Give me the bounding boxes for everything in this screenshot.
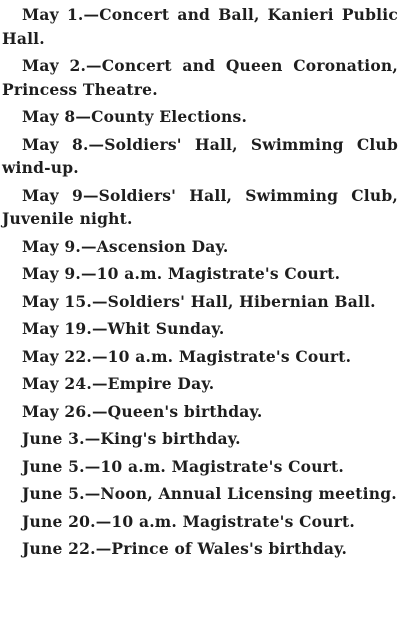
event-entry: May 2.—Concert and Queen Coronation, Princess Theatre. [2, 56, 398, 99]
events-column [2, 3, 398, 565]
event-entry: May 15.—Soldiers' Hall, Hibernian Ball. [22, 291, 376, 311]
event-entry: June 3.—King's birthday. [22, 429, 241, 448]
event-entry: May 1.—Concert and Ball, Kanieri Public Hall. [2, 5, 398, 48]
event-entry: May 9.—Ascension Day. [22, 236, 229, 256]
event-entry: June 5.—10 a.m. Magistrate's Court. [22, 456, 344, 476]
event-entry: June 5.—Noon, Annual Licensing meeting. [22, 484, 397, 503]
event-entry: May 9—Soldiers' Hall, Swimming Club, Juvenile night. [2, 185, 398, 228]
event-entry: May 9.—10 a.m. Magistrate's Court. [22, 264, 341, 283]
event-entry: May 19.—Whit Sunday. [22, 319, 225, 338]
event-entry: June 22.—Prince of Wales's birthday. [22, 539, 348, 558]
event-entry: May 22.—10 a.m. Magistrate's Court. [22, 346, 352, 366]
event-entry: May 24.—Empire Day. [22, 374, 215, 393]
event-entry: May 8.—Soldiers' Hall, Swimming Club wind-up. [2, 134, 398, 177]
event-entry: May 8—County Elections. [22, 107, 248, 126]
event-entry: May 26.—Queen's birthday. [22, 401, 263, 421]
event-entry: June 20.—10 a.m. Magistrate's Court. [22, 511, 355, 531]
